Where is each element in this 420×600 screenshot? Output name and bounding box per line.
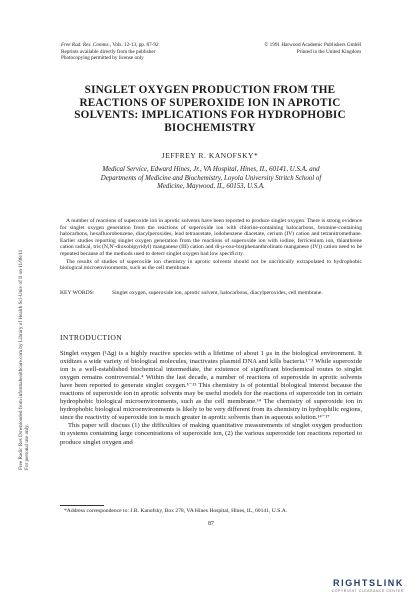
printed-note: Printed in the United Kingdom xyxy=(296,48,361,55)
journal-volume: , Vols. 12-13, pp. 87-92 xyxy=(109,42,159,48)
footnote: *Address correspondence to: J.R. Kanofsky, Box 278, VA Hines Hospital, Hines, IL, 60141, U.S.A. xyxy=(64,508,288,514)
body-paragraph: Singlet oxygen (¹Δg) is a highly reactive species with a lifetime of about 1 μs in the biological environment. It oxidizes a wide variety of biological molecules, inactivates plasmid DNA and kills bacteria.¹⁻³ While superoxide ion is a well-established biochemical intermediate, the existence of significant biochemical routes to singlet oxygen remains controversial.⁴ Within the last decade, a number of reactions of superoxide in aprotic solvents have been reported to generate singlet oxygen.⁵⁻¹³ This chemistry is of potential biological interest because the reactions of superoxide ion in aprotic solvents may be useful models for the reactions of superoxide ion in certain hydrophobic biological microenvironments, such as the cell membrane.¹⁴ The chemistry of superoxide ion in hydrophobic biological microenvironments is likely to be very different from its chemistry in hydrophilic regions, since the reactivity of superoxide ion is much greater in aprotic solvents than in aqueous solution.¹⁴⁻¹⁷ xyxy=(60,350,362,422)
affiliation-line: Medical Service, Edward Hines, Jr., VA Hospital, Hines, IL, 60141, U.S.A. and xyxy=(102,166,320,173)
rightslink-badge[interactable] xyxy=(332,578,404,593)
abstract xyxy=(60,218,362,273)
keywords xyxy=(60,290,362,297)
abstract-paragraph: The results of studies of superoxide ion chemistry in aprotic solvents should not be uncritically extrapolated to hydrophobic biological microenvironments, such as the cell membrane. xyxy=(60,258,362,272)
reprints-note: Reprints available directly from the publisher xyxy=(61,48,156,55)
abstract-paragraph: A number of reactions of superoxide ion in aprotic solvents have been reported to produce singlet oxygen. There is strong evidence for singlet oxygen generation from the reactions of superoxide ion with chlorine-containing halocarbons, bromine-containing halocarbons, hexafluorobenzene, diacylperoxides, lead tetraacetate, iodobenzene diacetate, cerium (IV) cation and tetranitromethane. Earlier studies reporting singlet oxygen generation from the reactions of superoxide ion with iodine, ferricenium ion, thianthrene cation radical, tris (N,N'-dioxobipyridyl) manganese (III) cation and di-μ-oxo-bis(phenanthrolinato manganese (IV)) cation need to be repeated because of the methods used to detect singlet oxygen had low specificity. xyxy=(60,218,362,257)
keywords-text: Singlet oxygen, superoxide ion, aprotic solvent, halocarbons, diacylperoxides, cell membrane. xyxy=(112,290,323,296)
body-text xyxy=(60,350,362,447)
article-title xyxy=(58,84,362,134)
title-line: BIOCHEMISTRY xyxy=(164,121,256,134)
section-heading: INTRODUCTION xyxy=(60,333,123,342)
download-watermark xyxy=(5,140,31,470)
affiliation-line: Departments of Medicine and Biochemistry, Loyola University Stritch School of xyxy=(100,174,322,182)
copyright-note: © 1991 Harwood Academic Publishers GmbH xyxy=(264,42,361,48)
title-line: SOLVENTS: IMPLICATIONS FOR HYDROPHOBIC xyxy=(74,109,346,122)
watermark-line: For personal use only. xyxy=(24,424,31,470)
keywords-label: KEY WORDS: xyxy=(60,290,95,296)
page-number: 87 xyxy=(208,521,214,527)
rightslink-subtitle: COPYRIGHT CLEARANCE CENTER xyxy=(331,589,404,593)
journal-name: Free Rad. Res. Comms. xyxy=(61,42,110,48)
author-affiliation xyxy=(64,166,358,192)
body-paragraph: This paper will discuss (1) the difficulties of making quantitative measurements of singlet oxygen production in systems containing large concentrations of superoxide ion, (2) the various superoxide ion reactions reported to produce singlet oxygen and xyxy=(60,422,362,446)
watermark-line: Free Radic Res Downloaded from informahealthcare.com by Library of Health Sci-Univ of Il on 11/08/11 xyxy=(18,249,24,470)
header-right xyxy=(221,42,361,55)
watermark-text xyxy=(18,250,31,470)
author-name: JEFFREY R. KANOFSKY* xyxy=(161,151,259,160)
footnote-divider xyxy=(60,505,104,506)
affiliation-line: Medicine, Maywood, IL, 60153, U.S.A. xyxy=(157,183,265,191)
header-left xyxy=(61,42,231,62)
rightslink-logo: RIGHTSLINK xyxy=(333,578,404,588)
title-line: REACTIONS OF SUPEROXIDE ION IN APROTIC xyxy=(79,96,341,109)
title-line: SINGLET OXYGEN PRODUCTION FROM THE xyxy=(84,84,336,96)
photocopy-note: Photocopying permitted by license only xyxy=(61,55,144,62)
